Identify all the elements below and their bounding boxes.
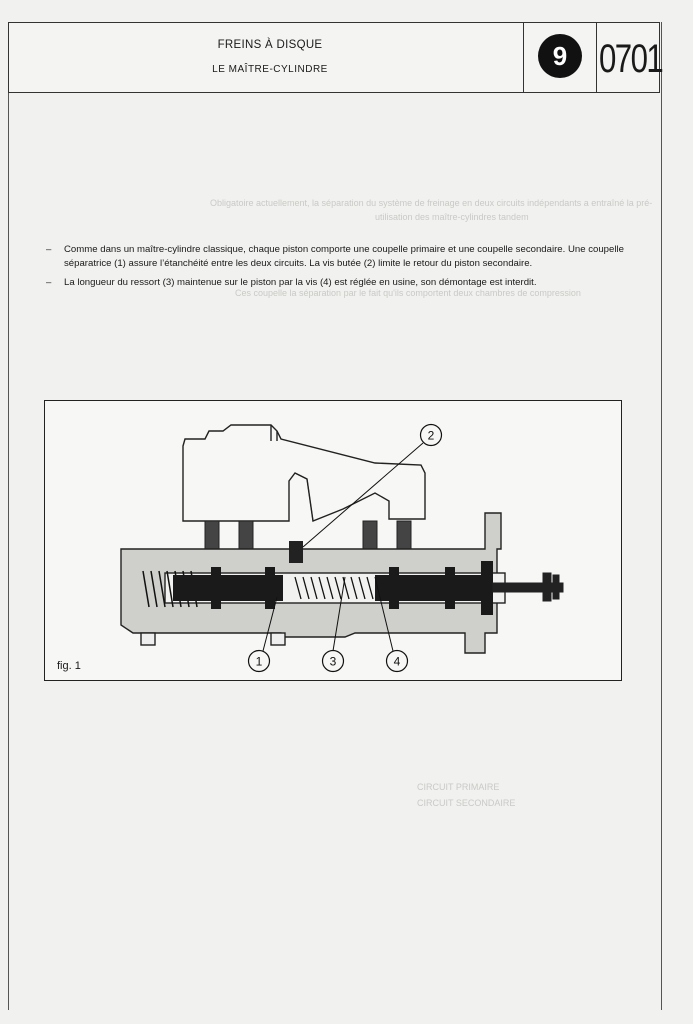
section-number-badge: 9: [538, 34, 582, 78]
callout-4-label: 4: [393, 654, 401, 669]
paragraph-text: La longueur du ressort (3) maintenue sur le piston par la vis (4) est réglée en usine, son démontage est interdit.: [64, 277, 537, 288]
bleed-through-line-2: utilisation des maître-cylindres tandem: [375, 212, 529, 222]
reservoir-necks: [205, 521, 411, 551]
callout-1-label: 1: [255, 654, 263, 669]
page-title: FREINS À DISQUE: [217, 39, 323, 51]
paragraph-2: [46, 276, 626, 290]
page-header: [8, 22, 663, 93]
bleed-through-line-5: CIRCUIT SECONDAIRE: [417, 798, 516, 808]
bullet-dash: –: [46, 277, 52, 288]
callout-2: [421, 425, 442, 446]
bullet-dash: –: [46, 244, 52, 255]
page-subtitle: LE MAÎTRE-CYLINDRE: [212, 64, 328, 75]
callout-3-label: 3: [329, 654, 337, 669]
page-code: 0701: [599, 37, 663, 81]
stop-screw: [289, 541, 303, 563]
master-cylinder-diagram: [45, 401, 620, 679]
section-cell: [523, 22, 597, 93]
bleed-through-line-3: Ces coupelle la séparation par le fait qu'ils comportent deux chambres de compression: [235, 288, 581, 298]
paragraph-text: Comme dans un maître-cylindre classique, chaque piston comporte une coupelle primaire et une coupelle secondaire. Une coupelle séparatrice (1) assure l’étanchéité entre les deux circuits. La vis butée (2) limite le retour du piston secondaire.: [64, 244, 624, 269]
callout-2-label: 2: [427, 428, 435, 443]
paragraph-1: [46, 243, 626, 270]
figure-master-cylinder: [44, 400, 622, 681]
bleed-through-line-1: Obligatoire actuellement, la séparation du système de freinage en deux circuits indépendants a entraîné la pré-: [210, 198, 653, 208]
body-text: [46, 243, 626, 296]
bleed-through-line-4: CIRCUIT PRIMAIRE: [417, 782, 500, 792]
callout-3: [323, 651, 344, 672]
callout-4: [387, 651, 408, 672]
callout-1: [249, 651, 270, 672]
figure-label: fig. 1: [57, 660, 81, 672]
